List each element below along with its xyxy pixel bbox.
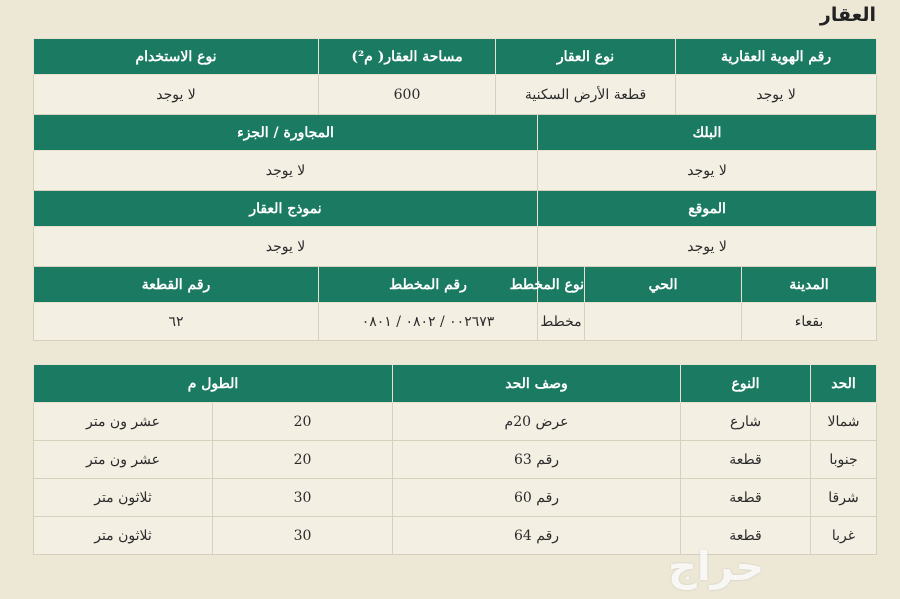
property-type-header: نوع العقار xyxy=(496,39,676,75)
property-model-header: نموذج العقار xyxy=(34,191,538,227)
boundaries-table xyxy=(33,364,877,555)
usage-type-header: نوع الاستخدام xyxy=(34,39,319,75)
boundary-type: قطعة xyxy=(681,517,811,555)
boundary-length: 30 xyxy=(213,517,393,555)
property-header-row-4 xyxy=(34,267,877,303)
neighborhood-part-value: لا يوجد xyxy=(34,151,538,191)
boundary-description-header: وصف الحد xyxy=(393,365,681,403)
watermark-logo: حراج xyxy=(668,544,765,590)
property-area-value: 600 xyxy=(319,75,496,115)
boundaries-header-row xyxy=(34,365,877,403)
property-value-row-3 xyxy=(34,227,877,267)
boundary-side: جنوبا xyxy=(811,441,877,479)
table-row xyxy=(34,479,877,517)
boundary-type: قطعة xyxy=(681,479,811,517)
boundary-side: غربا xyxy=(811,517,877,555)
property-header-row-3 xyxy=(34,191,877,227)
property-header-row-2 xyxy=(34,115,877,151)
neighborhood-part-header: المجاورة / الجزء xyxy=(34,115,538,151)
boundary-side: شرقا xyxy=(811,479,877,517)
plan-number-value: ٠٠٢٦٧٣ / ٠٨٠٢ / ٠٨٠١ xyxy=(319,303,538,341)
boundary-type-header: النوع xyxy=(681,365,811,403)
boundary-side-header: الحد xyxy=(811,365,877,403)
boundary-type: قطعة xyxy=(681,441,811,479)
boundary-description: عرض 20م xyxy=(393,403,681,441)
property-id-value: لا يوجد xyxy=(676,75,877,115)
boundary-length-words: ثلاثون متر xyxy=(34,479,213,517)
boundary-side: شمالا xyxy=(811,403,877,441)
boundary-length: 20 xyxy=(213,403,393,441)
block-value: لا يوجد xyxy=(538,151,877,191)
usage-type-value: لا يوجد xyxy=(34,75,319,115)
location-value: لا يوجد xyxy=(538,227,877,267)
property-value-row-2 xyxy=(34,151,877,191)
boundary-description: رقم 63 xyxy=(393,441,681,479)
table-row xyxy=(34,441,877,479)
plan-number-header: رقم المخطط xyxy=(319,267,538,303)
boundary-length: 30 xyxy=(213,479,393,517)
boundary-description: رقم 64 xyxy=(393,517,681,555)
property-type-value: قطعة الأرض السكنية xyxy=(496,75,676,115)
boundary-length-header: الطول م xyxy=(34,365,393,403)
boundary-length-words: ثلاثون متر xyxy=(34,517,213,555)
district-header: الحي xyxy=(585,267,742,303)
city-value: بقعاء xyxy=(742,303,877,341)
property-id-header: رقم الهوية العقارية xyxy=(676,39,877,75)
plan-type-header: نوع المخطط xyxy=(538,267,585,303)
boundary-length-words: عشر ون متر xyxy=(34,403,213,441)
property-value-row-4 xyxy=(34,303,877,341)
boundary-type: شارع xyxy=(681,403,811,441)
city-header: المدينة xyxy=(742,267,877,303)
page-title: العقار xyxy=(819,4,876,26)
plot-number-header: رقم القطعة xyxy=(34,267,319,303)
block-header: البلك xyxy=(538,115,877,151)
property-table xyxy=(33,38,877,341)
district-value xyxy=(585,303,742,341)
table-row xyxy=(34,403,877,441)
boundary-length: 20 xyxy=(213,441,393,479)
plan-type-value: مخطط xyxy=(538,303,585,341)
property-value-row-1 xyxy=(34,75,877,115)
plot-number-value: ٦٢ xyxy=(34,303,319,341)
property-model-value: لا يوجد xyxy=(34,227,538,267)
property-header-row-1 xyxy=(34,39,877,75)
boundary-length-words: عشر ون متر xyxy=(34,441,213,479)
property-area-header: مساحة العقار( م²) xyxy=(319,39,496,75)
location-header: الموقع xyxy=(538,191,877,227)
boundary-description: رقم 60 xyxy=(393,479,681,517)
